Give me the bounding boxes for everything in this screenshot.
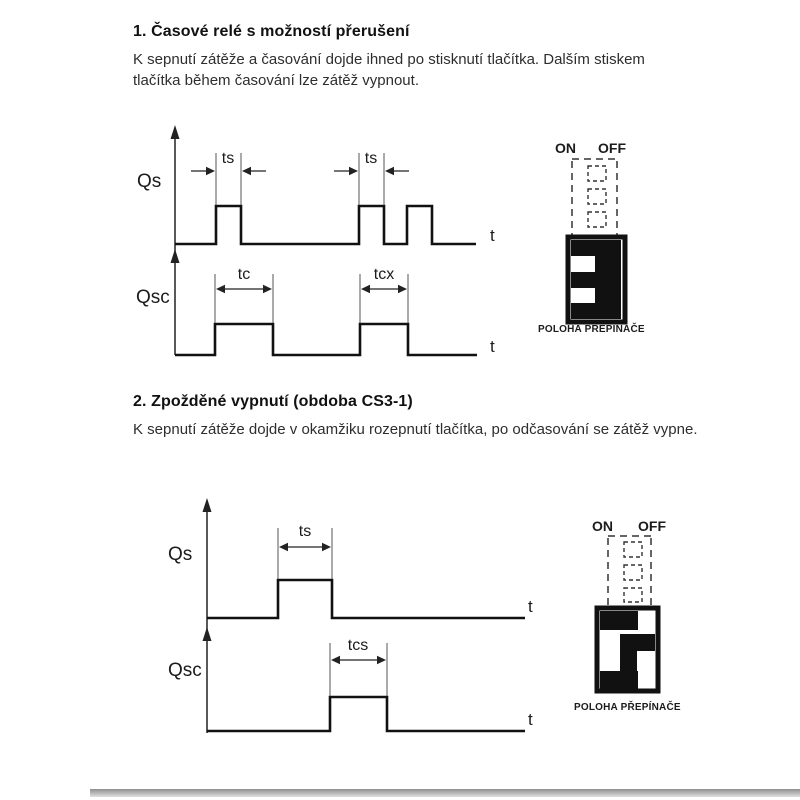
dip-caption-1: POLOHA PŘEPÍNAČE	[538, 324, 645, 335]
dip-ghost-position	[572, 159, 617, 236]
dip-ghost-position	[608, 536, 651, 607]
signal-axis-1	[171, 125, 180, 355]
time-axis-label: t	[490, 337, 495, 356]
tc-dimension	[215, 266, 408, 323]
time-axis-label: t	[528, 710, 533, 729]
dip-switch-diagram-2	[565, 508, 745, 720]
timing-diagram-1	[130, 122, 510, 370]
axis-arrow-up-icon	[171, 125, 180, 139]
ts-label-1: ts	[221, 150, 235, 167]
signal-label-qs: Qs	[168, 544, 193, 565]
dip-actual-position	[597, 608, 658, 691]
axis-arrow-up-icon	[203, 498, 212, 512]
axis-arrow-up-icon	[203, 627, 212, 641]
signal-label-qs: Qs	[137, 171, 162, 192]
qsc-waveform	[207, 697, 525, 731]
on-label: ON	[555, 140, 576, 156]
tcx-label: tcx	[373, 266, 395, 283]
tcs-label: tcs	[347, 637, 369, 654]
axis-arrow-up-icon	[171, 249, 180, 263]
section-2-description: K sepnutí zátěže dojde v okamžiku rozepnutí tlačítka, po odčasování se zátěž vypne.	[133, 421, 698, 438]
dip-switch-diagram-1	[528, 130, 703, 342]
off-label: OFF	[598, 140, 626, 156]
page-edge-shadow	[90, 789, 800, 797]
ts-label-2: ts	[364, 150, 378, 167]
tc-label: tc	[237, 266, 251, 283]
ts-dimension-2	[278, 523, 332, 579]
time-axis-label: t	[490, 226, 495, 245]
timing-diagram-2	[160, 495, 550, 745]
section-2-title: 2. Zpožděné vypnutí (obdoba CS3-1)	[133, 393, 413, 410]
on-label: ON	[592, 518, 613, 534]
section-1-description: K sepnutí zátěže a časování dojde ihned po stisknutí tlačítka. Dalším stiskem tlačítka během časování lze zátěž vypnout.	[133, 51, 645, 89]
section-1-title: 1. Časové relé s možností přerušení	[133, 23, 410, 40]
qsc-waveform	[175, 324, 477, 355]
tcs-dimension	[330, 637, 387, 696]
ts-dimension-1	[191, 150, 409, 205]
dip-actual-position	[568, 237, 625, 322]
off-label: OFF	[638, 518, 666, 534]
time-axis-label: t	[528, 597, 533, 616]
qs-waveform	[207, 580, 525, 618]
signal-label-qsc: Qsc	[168, 660, 202, 681]
signal-label-qsc: Qsc	[136, 287, 170, 308]
signal-axis-2	[203, 498, 212, 733]
ts-label: ts	[298, 523, 312, 540]
dip-caption-2: POLOHA PŘEPÍNAČE	[574, 702, 681, 713]
qs-waveform	[175, 206, 476, 244]
